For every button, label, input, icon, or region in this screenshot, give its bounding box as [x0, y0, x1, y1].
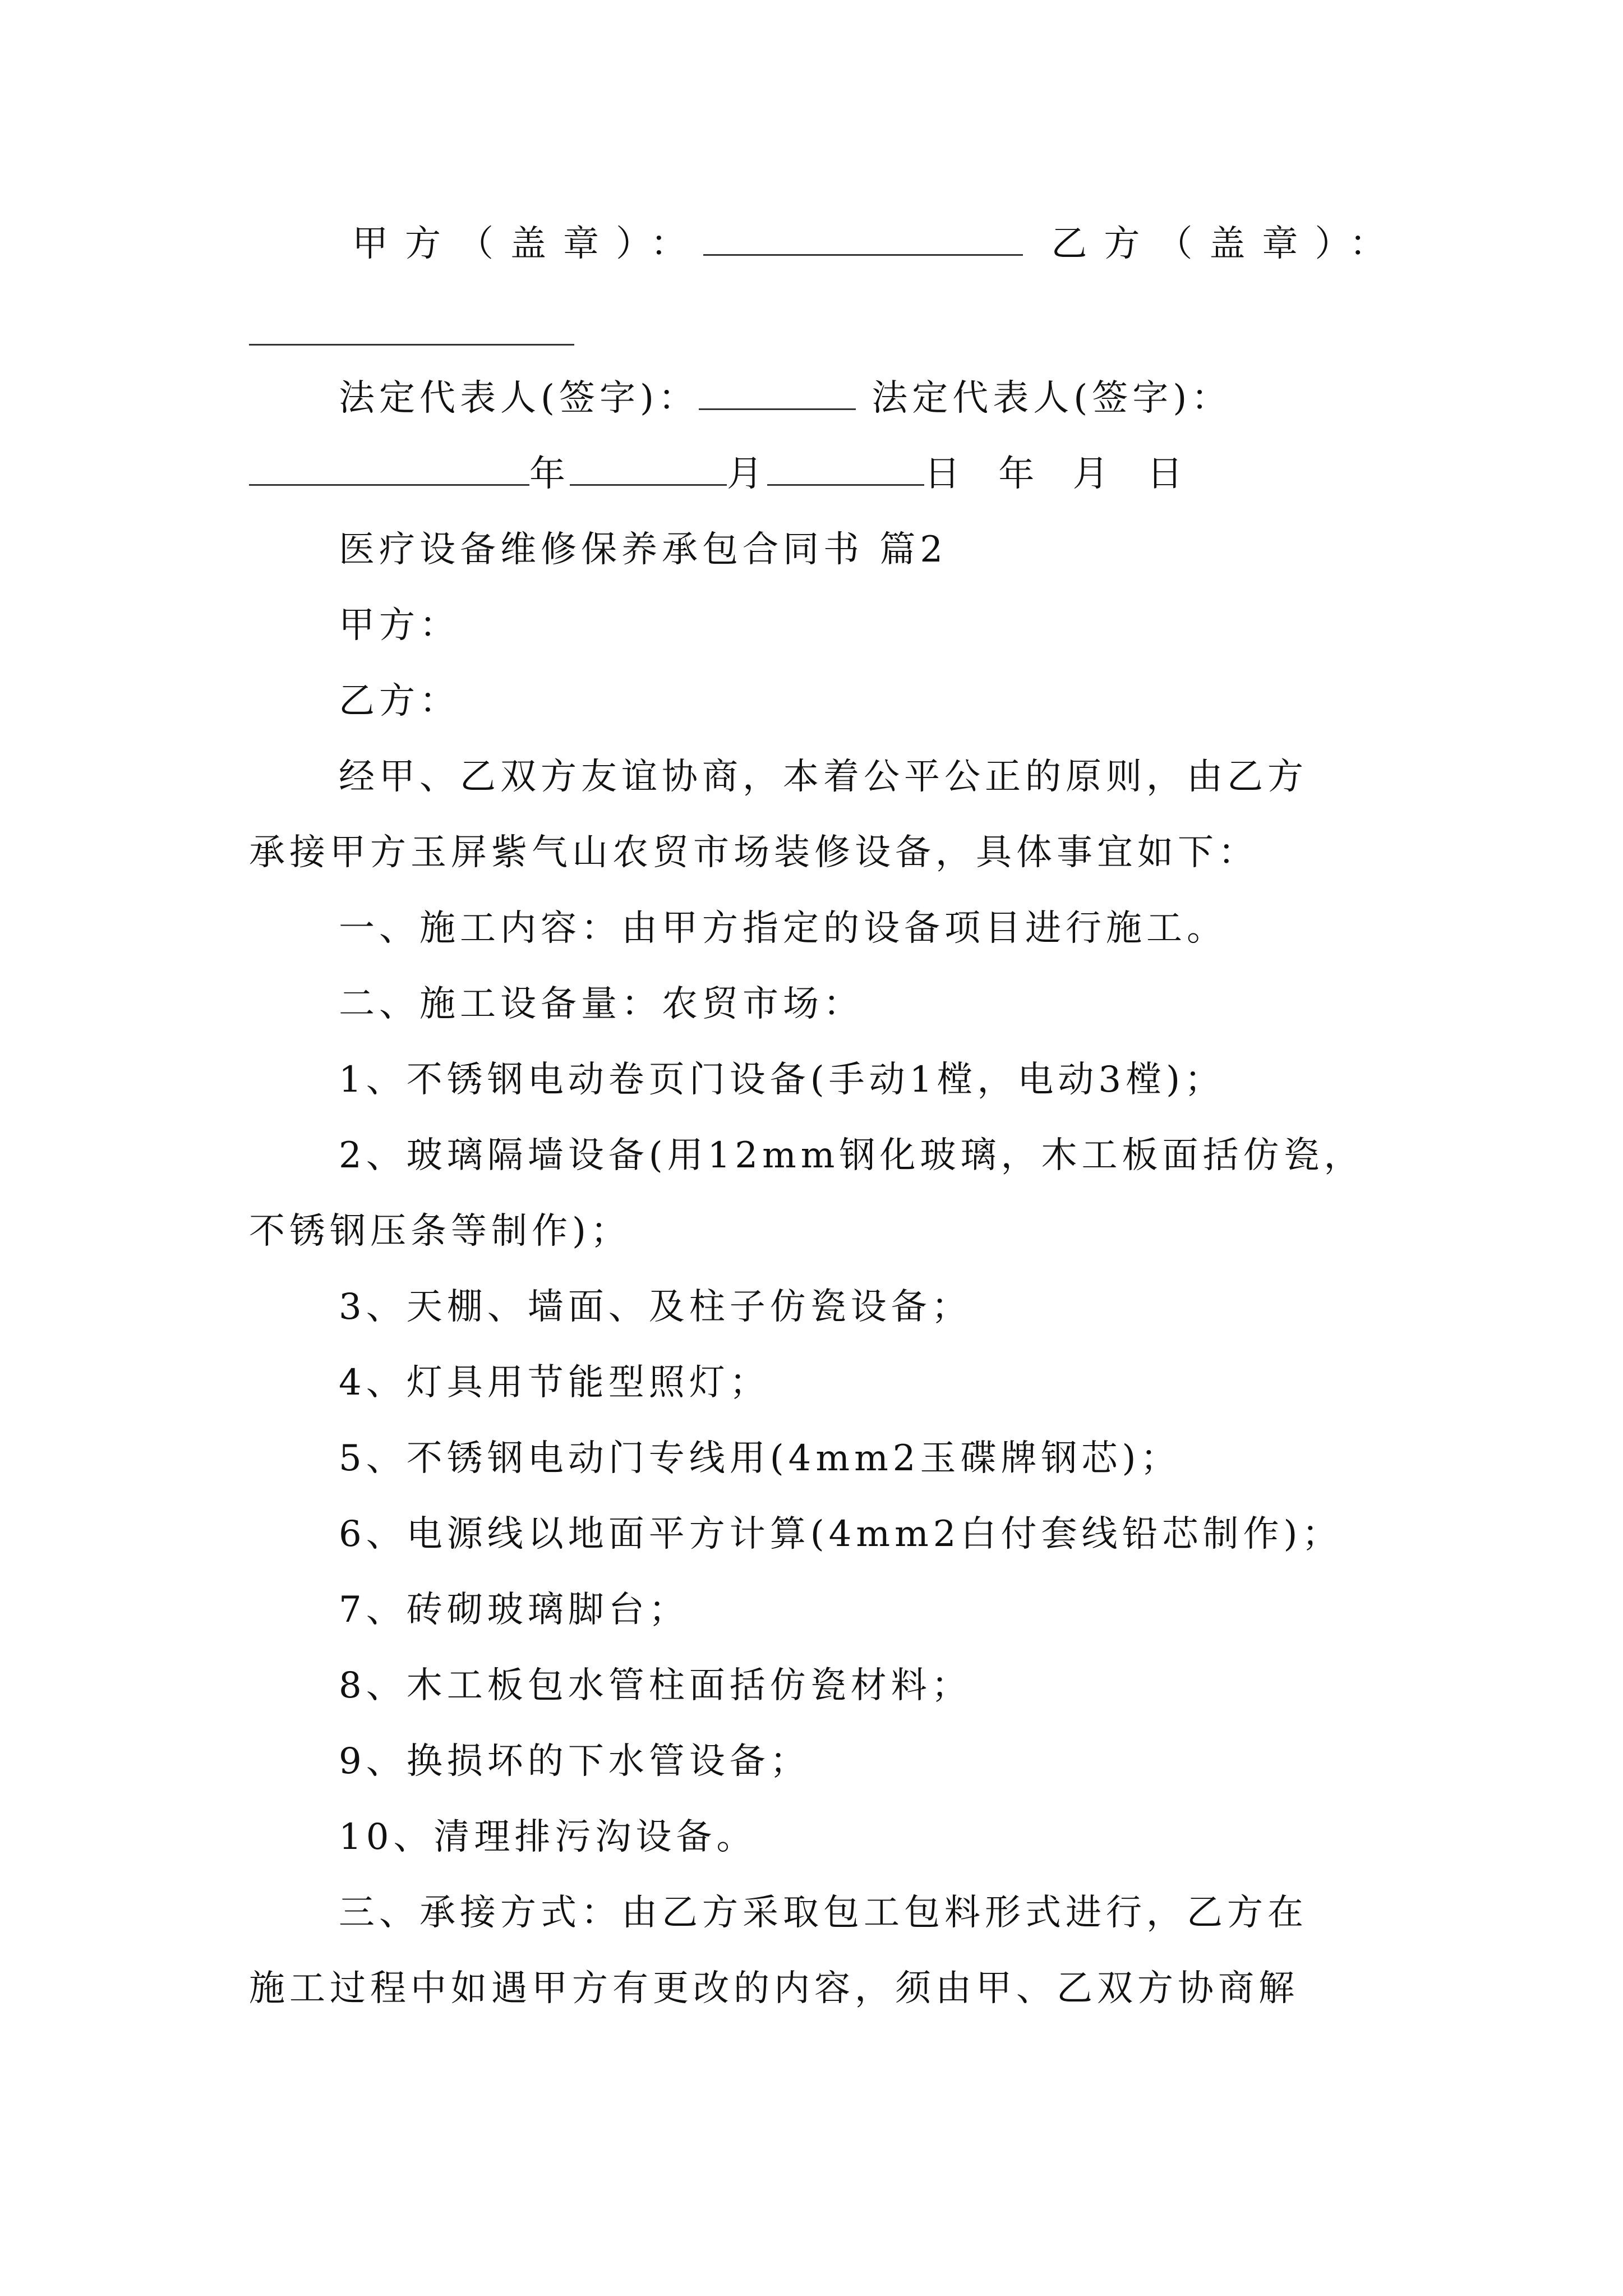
legal-rep-a-label: 法定代表人(签字)：	[339, 378, 699, 419]
item-8: 8、木工板包水管柱面括仿瓷材料；	[339, 1665, 972, 1706]
party-b-line: 乙方：	[339, 680, 460, 722]
party-b-seal-label: 乙方（盖章）：	[1051, 223, 1403, 265]
party-a-line: 甲方：	[339, 605, 460, 646]
item-5: 5、不锈钢电动门专线用(4mm2玉碟牌钢芯)；	[339, 1438, 1181, 1479]
section-heading: 医疗设备维修保养承包合同书 篇2	[339, 529, 948, 570]
year-blank	[249, 452, 529, 486]
legal-rep-a-blank	[699, 376, 856, 410]
year-label: 年	[529, 453, 570, 495]
party-a-seal-blank	[703, 222, 1023, 256]
item-6: 6、电源线以地面平方计算(4mm2白付套线铅芯制作)；	[339, 1513, 1343, 1555]
item-10: 10、清理排污沟设备。	[339, 1816, 757, 1858]
signature-line-legal-rep	[339, 376, 1232, 421]
section-1: 一、施工内容：由甲方指定的设备项目进行施工。	[339, 908, 1227, 949]
day-blank	[767, 452, 924, 486]
signature-line-seal	[352, 222, 1402, 266]
party-a-seal-label: 甲方（盖章）：	[352, 223, 703, 265]
item-2-line-1: 2、玻璃隔墙设备(用12mm钢化玻璃，木工板面括仿瓷，	[339, 1135, 1364, 1176]
party-b-seal-blank	[249, 311, 574, 346]
item-2-line-2: 不锈钢压条等制作)；	[249, 1211, 631, 1252]
section-3-line-1: 三、承接方式：由乙方采取包工包料形式进行，乙方在	[339, 1892, 1308, 1934]
signature-line-date	[249, 452, 1196, 496]
section-3-line-2: 施工过程中如遇甲方有更改的内容，须由甲、乙双方协商解	[249, 1968, 1299, 2009]
item-1: 1、不锈钢电动卷页门设备(手动1樘，电动3樘)；	[339, 1059, 1225, 1101]
item-7: 7、砖砌玻璃脚台；	[339, 1589, 689, 1631]
item-4: 4、灯具用节能型照灯；	[339, 1362, 770, 1404]
item-3: 3、天棚、墙面、及柱子仿瓷设备；	[339, 1286, 972, 1328]
intro-line-1: 经甲、乙双方友谊协商，本着公平公正的原则，由乙方	[339, 756, 1308, 798]
month-blank	[570, 452, 727, 486]
legal-rep-b-label: 法定代表人(签字)：	[872, 378, 1232, 419]
section-2: 二、施工设备量：农贸市场：	[339, 983, 864, 1025]
month-label: 月	[727, 453, 767, 495]
item-9: 9、换损坏的下水管设备；	[339, 1741, 810, 1782]
intro-line-2: 承接甲方玉屏紫气山农贸市场装修设备，具体事宜如下：	[249, 832, 1258, 873]
day-year-month-day-label: 日 年 月 日	[924, 453, 1197, 495]
